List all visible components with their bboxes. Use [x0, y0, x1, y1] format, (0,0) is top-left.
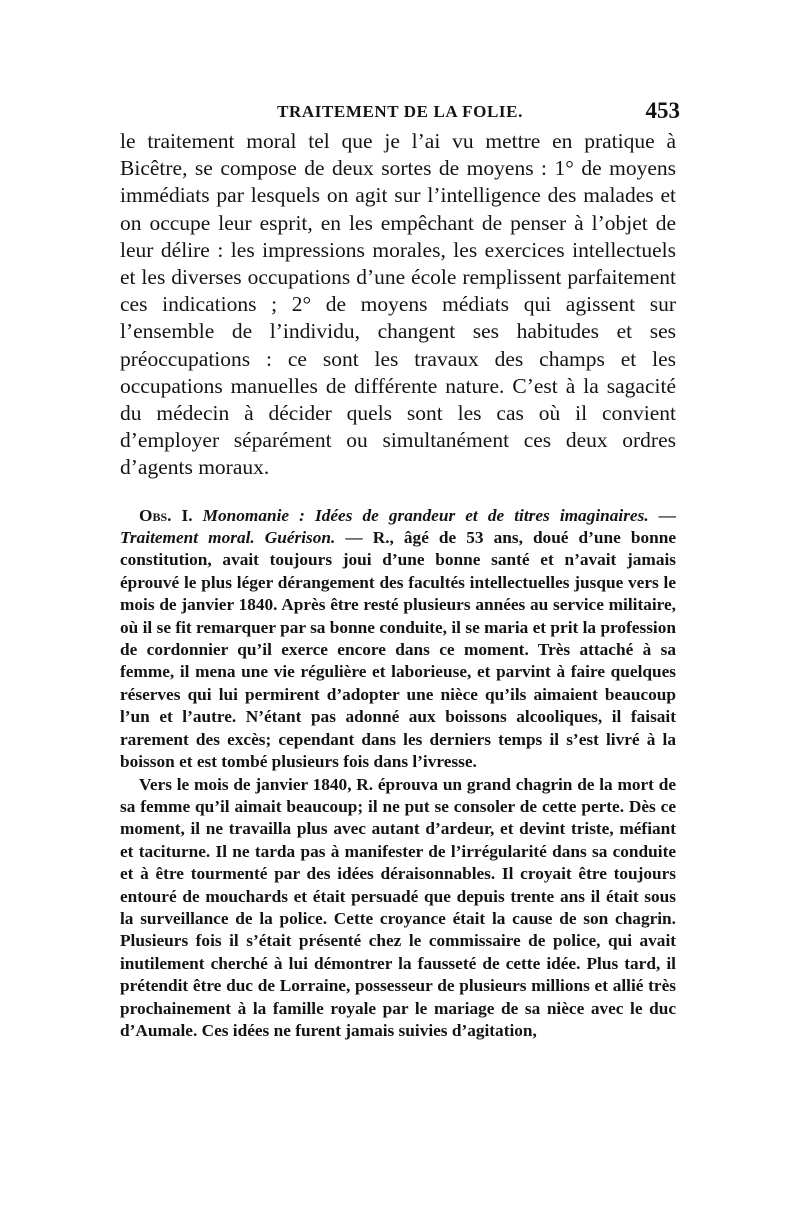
running-header	[120, 100, 680, 126]
observation-heading: Monomanie : Idées de grandeur et de titres imaginaires. — Traitement moral. Guérison.	[120, 505, 676, 548]
running-title: TRAITEMENT DE LA FOLIE.	[277, 102, 523, 121]
page-number: 453	[645, 98, 680, 123]
paragraph-moral-treatment: le traitement moral tel que je l’ai vu mettre en pratique à Bicêtre, se compose de deux sortes de moyens : 1° de moyens immédiats par lesquels on agit sur l’intelligence des malades et on occupe leur esprit, en les empêchant de penser à l’objet de leur délire : les impressions morales, les exercices intellectuels et les diverses occupations d’une école remplissent parfaitement ces indications ; 2° de moyens médiats qui agissent sur l’ensemble de l’individu, changent ses habitudes et ses préoccupations : ce sont les travaux des champs et les occupations manuelles de différente nature. C’est à la sagacité du médecin à décider quels sont les cas où il convient d’employer séparément ou simultanément ces deux ordres d’agents moraux.	[120, 129, 676, 480]
body-text	[120, 128, 676, 1042]
observation-label: Obs. I.	[139, 505, 193, 525]
observation-paragraph	[120, 505, 676, 774]
observation-body: — R., âgé de 53 ans, doué d’une bonne constitution, avait toujours joui d’une bonne santé et n’avait jamais éprouvé le plus léger dérangement des facultés intellectuelles jusque vers le mois de janvier 1840. Après être resté plusieurs années au service militaire, où il se fit remarquer par sa bonne conduite, il se maria et prit la profession de cordonnier qu’il exerce encore dans ce moment. Très attaché à sa femme, il mena une vie régulière et laborieuse, et parvint à faire quelques réserves qui lui permirent d’adopter une nièce qu’ils aimaient beaucoup l’un et l’autre. N’étant pas adonné aux boissons alcooliques, il faisait rarement des excès; cependant dans les derniers temps il s’est livré à la boisson et est tombé plusieurs fois dans l’ivresse.	[120, 528, 676, 772]
observation-paragraph-2: Vers le mois de janvier 1840, R. éprouva un grand chagrin de la mort de sa femme qu’il aimait beaucoup; il ne put se consoler de cette perte. Dès ce moment, il ne travailla plus avec autant d’ardeur, et devint triste, méfiant et taciturne. Il ne tarda pas à manifester de l’irrégularité dans sa conduite et à être tourmenté par des idées déraisonnables. Il croyait être toujours entouré de mouchards et était persuadé que depuis trente ans il était sous la surveillance de la police. Cette croyance était la cause de son chagrin. Plusieurs fois il s’était présenté chez le commissaire de police, qui avait inutilement cherché à lui démontrer la fausseté de cette idée. Plus tard, il prétendit être duc de Lorraine, possesseur de plusieurs millions et allié très prochainement à la famille royale par le mariage de sa nièce avec le duc d’Aumale. Ces idées ne furent jamais suivies d’agitation,	[120, 774, 676, 1040]
